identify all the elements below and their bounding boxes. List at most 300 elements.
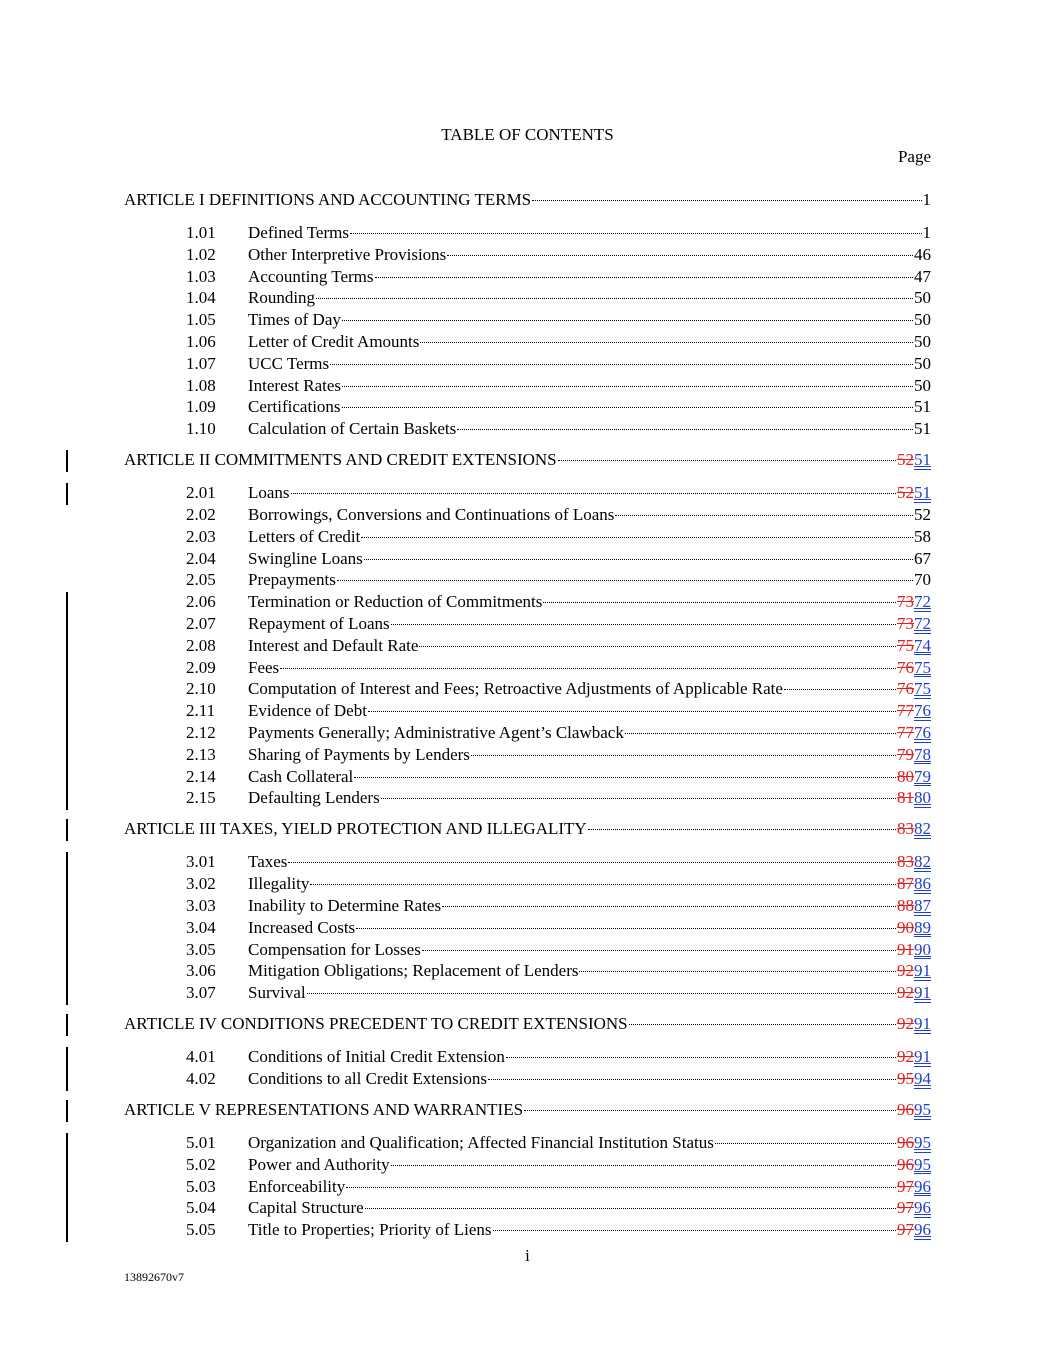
inserted-page-ref: 91 (914, 1014, 931, 1034)
deleted-page-ref: 83 (897, 819, 914, 839)
dot-leader (420, 342, 913, 343)
section-title: Calculation of Certain Baskets (248, 419, 457, 439)
change-bar (66, 961, 68, 983)
change-bar (66, 896, 68, 918)
section-title: Borrowings, Conversions and Continuations of Loans (248, 505, 615, 524)
deleted-page-ref: 76 (897, 657, 914, 677)
dot-leader (391, 624, 896, 625)
inserted-page-ref: 94 (914, 1069, 931, 1088)
dot-leader (364, 559, 913, 560)
dot-leader (342, 407, 913, 408)
page-ref (897, 1154, 931, 1176)
change-bar (66, 592, 68, 614)
toc-section-row (0, 266, 1055, 288)
page-ref (897, 1099, 931, 1121)
change-bar (66, 852, 68, 874)
deleted-page-ref: 87 (897, 874, 914, 894)
page-ref: 58 (914, 526, 931, 546)
change-bar (66, 450, 68, 472)
section-title: Evidence of Debt (248, 701, 367, 721)
toc-section-row (0, 700, 1055, 722)
toc-section-row (0, 418, 1055, 440)
page-ref (897, 1046, 931, 1068)
section-number: 1.01 (186, 223, 216, 242)
dot-leader (310, 884, 896, 885)
toc-section-row (0, 851, 1055, 873)
page-ref (897, 591, 931, 613)
section-title: Other Interpretive Provisions (248, 244, 447, 264)
section-title: Inability to Determine Rates (248, 896, 442, 915)
section-number: 4.02 (186, 1069, 216, 1088)
section-number: 3.07 (186, 983, 216, 1003)
inserted-page-ref: 80 (914, 788, 931, 808)
section-number: 2.10 (186, 679, 216, 699)
dot-leader (419, 646, 896, 647)
dot-leader (579, 971, 896, 972)
page-ref: 47 (914, 266, 931, 286)
deleted-page-ref: 77 (897, 723, 914, 742)
inserted-page-ref: 89 (914, 917, 931, 937)
section-title: Prepayments (248, 570, 336, 590)
section-number: 3.02 (186, 874, 216, 894)
change-bar (66, 1100, 68, 1122)
section-title: Compensation for Losses (248, 939, 421, 959)
section-number: 5.04 (186, 1198, 216, 1218)
article-title: ARTICLE III TAXES, YIELD PROTECTION AND ILLEGALITY (124, 819, 587, 839)
page-ref (897, 873, 931, 895)
inserted-page-ref: 72 (914, 614, 931, 633)
section-number: 2.03 (186, 526, 216, 546)
section-number: 2.13 (186, 744, 216, 764)
section-number: 3.05 (186, 939, 216, 959)
section-number: 3.06 (186, 961, 216, 981)
page-ref: 50 (914, 288, 931, 308)
inserted-page-ref: 86 (914, 874, 931, 894)
deleted-page-ref: 92 (897, 983, 914, 1003)
toc-section-row (0, 375, 1055, 397)
dot-leader (350, 233, 922, 234)
page-ref (897, 851, 931, 873)
page-ref (897, 1013, 931, 1035)
inserted-page-ref: 75 (914, 679, 931, 699)
dot-leader (625, 733, 896, 734)
deleted-page-ref: 73 (897, 614, 914, 633)
inserted-page-ref: 95 (914, 1100, 931, 1119)
change-bar (66, 767, 68, 789)
section-number: 4.01 (186, 1047, 216, 1067)
toc-section-row (0, 678, 1055, 700)
dot-leader (615, 515, 913, 516)
page-ref (897, 613, 931, 635)
toc-section-row (0, 895, 1055, 917)
dot-leader (330, 364, 913, 365)
toc-section-row (0, 1154, 1055, 1176)
toc-section-row (0, 222, 1055, 244)
section-title: Capital Structure (248, 1198, 364, 1218)
section-number: 1.06 (186, 332, 216, 351)
dot-leader (280, 668, 896, 669)
change-bar (66, 819, 68, 841)
dot-leader (337, 580, 913, 581)
section-title: Enforceability (248, 1176, 346, 1196)
inserted-page-ref: 51 (914, 450, 931, 470)
toc-article-row (0, 189, 1055, 211)
section-number: 1.09 (186, 397, 216, 417)
dot-leader (543, 602, 896, 603)
dot-leader (784, 689, 896, 690)
deleted-page-ref: 79 (897, 744, 914, 764)
toc-article-row (0, 818, 1055, 840)
section-number: 2.14 (186, 766, 216, 786)
page-ref: 70 (914, 570, 931, 590)
page-ref: 46 (914, 244, 931, 264)
change-bar (66, 918, 68, 940)
page-ref: 51 (914, 419, 931, 439)
section-title: UCC Terms (248, 353, 330, 373)
page-ref (897, 1176, 931, 1198)
section-title: Conditions of Initial Credit Extension (248, 1047, 505, 1067)
change-bar (66, 1177, 68, 1199)
page-ref (897, 787, 931, 809)
section-title: Defaulting Lenders (248, 788, 380, 808)
toc-title: TABLE OF CONTENTS (441, 125, 614, 144)
section-title: Letters of Credit (248, 526, 361, 546)
deleted-page-ref: 97 (897, 1198, 914, 1218)
deleted-page-ref: 73 (897, 592, 914, 612)
change-bar (66, 483, 68, 505)
page-number: i (525, 1246, 530, 1265)
section-title: Increased Costs (248, 917, 356, 937)
deleted-page-ref: 52 (897, 483, 914, 503)
change-bar (66, 1220, 68, 1242)
section-number: 1.05 (186, 310, 216, 330)
toc-section-row (0, 1068, 1055, 1090)
page-ref (897, 678, 931, 700)
dot-leader (488, 1079, 896, 1080)
page-ref (897, 1068, 931, 1090)
toc-section-row (0, 504, 1055, 526)
dot-leader (493, 1230, 896, 1231)
toc-section-row (0, 766, 1055, 788)
section-number: 2.02 (186, 505, 216, 524)
toc-section-row (0, 939, 1055, 961)
toc-article-row (0, 1099, 1055, 1121)
toc-section-row (0, 353, 1055, 375)
dot-leader (368, 711, 896, 712)
inserted-page-ref: 91 (914, 1047, 931, 1067)
article-title: ARTICLE II COMMITMENTS AND CREDIT EXTENSIONS (124, 450, 557, 470)
dot-leader (506, 1057, 896, 1058)
toc-section-row (0, 244, 1055, 266)
page-ref: 50 (914, 310, 931, 330)
page-column-header: Page (897, 147, 931, 166)
section-title: Sharing of Payments by Lenders (248, 744, 470, 764)
deleted-page-ref: 52 (897, 450, 914, 470)
toc-section-row (0, 960, 1055, 982)
inserted-page-ref: 51 (914, 483, 931, 503)
change-bar (66, 658, 68, 680)
page-ref (897, 895, 931, 917)
change-bar (66, 745, 68, 767)
section-number: 1.03 (186, 266, 216, 286)
toc-section-row (0, 982, 1055, 1004)
article-title: ARTICLE I DEFINITIONS AND ACCOUNTING TERMS (124, 190, 532, 209)
change-bar (66, 874, 68, 896)
inserted-page-ref: 72 (914, 592, 931, 612)
inserted-page-ref: 96 (914, 1176, 931, 1196)
deleted-page-ref: 76 (897, 679, 914, 699)
toc-section-row (0, 309, 1055, 331)
page-ref (897, 917, 931, 939)
article-title: ARTICLE IV CONDITIONS PRECEDENT TO CREDIT EXTENSIONS (124, 1014, 628, 1034)
inserted-page-ref: 91 (914, 961, 931, 981)
toc-section-row (0, 482, 1055, 504)
section-title: Power and Authority (248, 1154, 390, 1174)
inserted-page-ref: 82 (914, 852, 931, 872)
page-ref (897, 1197, 931, 1219)
page-ref (897, 982, 931, 1004)
section-number: 5.03 (186, 1176, 216, 1196)
dot-leader (588, 829, 896, 830)
inserted-page-ref: 74 (914, 635, 931, 655)
inserted-page-ref: 76 (914, 701, 931, 721)
section-number: 5.01 (186, 1133, 216, 1152)
toc-section-row (0, 396, 1055, 418)
toc-section-row (0, 787, 1055, 809)
change-bar (66, 1155, 68, 1177)
page-ref (897, 744, 931, 766)
section-number: 2.04 (186, 548, 216, 568)
change-bar (66, 1198, 68, 1220)
deleted-page-ref: 88 (897, 896, 914, 915)
dot-leader (307, 993, 896, 994)
change-bar (66, 1014, 68, 1036)
page-ref (897, 722, 931, 744)
section-title: Payments Generally; Administrative Agent’s Clawback (248, 723, 624, 742)
toc-article-row (0, 1013, 1055, 1035)
inserted-page-ref: 87 (914, 896, 931, 915)
change-bar (66, 679, 68, 701)
change-bar (66, 983, 68, 1005)
section-title: Interest Rates (248, 375, 341, 395)
dot-leader (532, 200, 921, 201)
page-ref (897, 818, 931, 840)
section-number: 1.07 (186, 353, 216, 373)
dot-leader (381, 798, 896, 799)
inserted-page-ref: 78 (914, 744, 931, 764)
change-bar (66, 723, 68, 745)
toc-section-row (0, 1132, 1055, 1154)
toc-section-row (0, 526, 1055, 548)
dot-leader (375, 277, 914, 278)
deleted-page-ref: 92 (897, 961, 914, 981)
page-ref (897, 1132, 931, 1154)
section-number: 5.02 (186, 1154, 216, 1174)
dot-leader (361, 537, 913, 538)
inserted-page-ref: 95 (914, 1154, 931, 1174)
toc-section-row (0, 1197, 1055, 1219)
change-bar (66, 1069, 68, 1091)
section-number: 3.03 (186, 896, 216, 915)
inserted-page-ref: 91 (914, 983, 931, 1003)
section-number: 1.02 (186, 244, 216, 264)
section-title: Organization and Qualification; Affected Financial Institution Status (248, 1133, 714, 1152)
page-ref (897, 939, 931, 961)
dot-leader (342, 386, 913, 387)
deleted-page-ref: 92 (897, 1014, 914, 1034)
section-number: 2.07 (186, 614, 216, 633)
section-number: 2.11 (186, 701, 216, 721)
deleted-page-ref: 80 (897, 766, 914, 786)
dot-leader (365, 1208, 896, 1209)
inserted-page-ref: 90 (914, 939, 931, 959)
toc-section-row (0, 1219, 1055, 1241)
deleted-page-ref: 97 (897, 1220, 914, 1240)
inserted-page-ref: 76 (914, 723, 931, 742)
deleted-page-ref: 96 (897, 1100, 914, 1119)
dot-leader (291, 493, 896, 494)
change-bar (66, 788, 68, 810)
section-title: Interest and Default Rate (248, 635, 419, 655)
section-number: 2.09 (186, 657, 216, 677)
toc-section-row (0, 744, 1055, 766)
section-title: Times of Day (248, 310, 341, 330)
toc-section-row (0, 287, 1055, 309)
dot-leader (356, 928, 896, 929)
article-title: ARTICLE V REPRESENTATIONS AND WARRANTIES (124, 1100, 524, 1119)
section-number: 3.04 (186, 917, 216, 937)
dot-leader (316, 298, 913, 299)
page-ref (897, 960, 931, 982)
dot-leader (629, 1024, 896, 1025)
toc-section-row (0, 1046, 1055, 1068)
dot-leader (558, 460, 896, 461)
dot-leader (354, 777, 896, 778)
section-title: Conditions to all Credit Extensions (248, 1069, 487, 1088)
section-title: Computation of Interest and Fees; Retroactive Adjustments of Applicable Rate (248, 679, 783, 699)
page-ref (897, 700, 931, 722)
section-title: Taxes (248, 852, 288, 872)
section-title: Termination or Reduction of Commitments (248, 592, 543, 612)
section-number: 1.08 (186, 375, 216, 395)
toc-section-row (0, 331, 1055, 353)
toc-section-row (0, 722, 1055, 744)
deleted-page-ref: 81 (897, 788, 914, 808)
change-bar (66, 1047, 68, 1069)
section-title: Certifications (248, 397, 341, 417)
page-ref (897, 449, 931, 471)
section-title: Survival (248, 983, 306, 1003)
page-ref: 52 (914, 505, 931, 524)
page-ref: 50 (914, 353, 931, 373)
dot-leader (422, 950, 896, 951)
dot-leader (524, 1110, 896, 1111)
deleted-page-ref: 92 (897, 1047, 914, 1067)
inserted-page-ref: 79 (914, 766, 931, 786)
inserted-page-ref: 96 (914, 1198, 931, 1218)
page-ref: 1 (922, 223, 931, 242)
dot-leader (715, 1143, 896, 1144)
section-number: 1.10 (186, 419, 216, 439)
section-title: Accounting Terms (248, 266, 374, 286)
deleted-page-ref: 75 (897, 635, 914, 655)
inserted-page-ref: 95 (914, 1133, 931, 1152)
deleted-page-ref: 96 (897, 1133, 914, 1152)
section-number: 1.04 (186, 288, 216, 308)
section-title: Mitigation Obligations; Replacement of Lenders (248, 961, 579, 981)
section-title: Swingline Loans (248, 548, 363, 568)
deleted-page-ref: 95 (897, 1069, 914, 1088)
dot-leader (442, 906, 896, 907)
page-ref: 50 (914, 332, 931, 351)
toc-section-row (0, 569, 1055, 591)
page-ref: 1 (922, 190, 931, 209)
change-bar (66, 1133, 68, 1155)
change-bar (66, 940, 68, 962)
section-title: Defined Terms (248, 223, 349, 242)
dot-leader (342, 320, 913, 321)
toc-section-row (0, 657, 1055, 679)
section-number: 5.05 (186, 1220, 216, 1240)
deleted-page-ref: 91 (897, 939, 914, 959)
page-ref: 67 (914, 548, 931, 568)
section-number: 2.06 (186, 592, 216, 612)
section-number: 2.05 (186, 570, 216, 590)
dot-leader (457, 429, 913, 430)
page-ref (897, 482, 931, 504)
change-bar (66, 701, 68, 723)
dot-leader (288, 862, 896, 863)
page-ref: 50 (914, 375, 931, 395)
section-title: Repayment of Loans (248, 614, 390, 633)
inserted-page-ref: 96 (914, 1220, 931, 1240)
inserted-page-ref: 75 (914, 657, 931, 677)
deleted-page-ref: 90 (897, 917, 914, 937)
change-bar (66, 636, 68, 658)
deleted-page-ref: 96 (897, 1154, 914, 1174)
section-title: Title to Properties; Priority of Liens (248, 1220, 492, 1240)
section-number: 3.01 (186, 852, 216, 872)
dot-leader (447, 255, 913, 256)
toc-section-row (0, 1176, 1055, 1198)
section-number: 2.15 (186, 788, 216, 808)
toc-section-row (0, 548, 1055, 570)
section-title: Fees (248, 657, 280, 677)
section-title: Cash Collateral (248, 766, 354, 786)
dot-leader (391, 1165, 896, 1166)
dot-leader (346, 1187, 896, 1188)
section-number: 2.01 (186, 483, 216, 503)
section-title: Rounding (248, 288, 316, 308)
deleted-page-ref: 83 (897, 852, 914, 872)
toc-article-row (0, 449, 1055, 471)
section-title: Illegality (248, 874, 310, 894)
section-number: 2.08 (186, 635, 216, 655)
section-title: Loans (248, 483, 290, 503)
page-ref (897, 635, 931, 657)
deleted-page-ref: 77 (897, 701, 914, 721)
page-ref (897, 766, 931, 788)
deleted-page-ref: 97 (897, 1176, 914, 1196)
section-number: 2.12 (186, 723, 216, 742)
toc-section-row (0, 917, 1055, 939)
inserted-page-ref: 82 (914, 819, 931, 839)
toc-section-row (0, 613, 1055, 635)
section-title: Letter of Credit Amounts (248, 332, 420, 351)
toc-section-row (0, 591, 1055, 613)
page-ref (897, 1219, 931, 1241)
document-id: 13892670v7 (124, 1270, 184, 1284)
